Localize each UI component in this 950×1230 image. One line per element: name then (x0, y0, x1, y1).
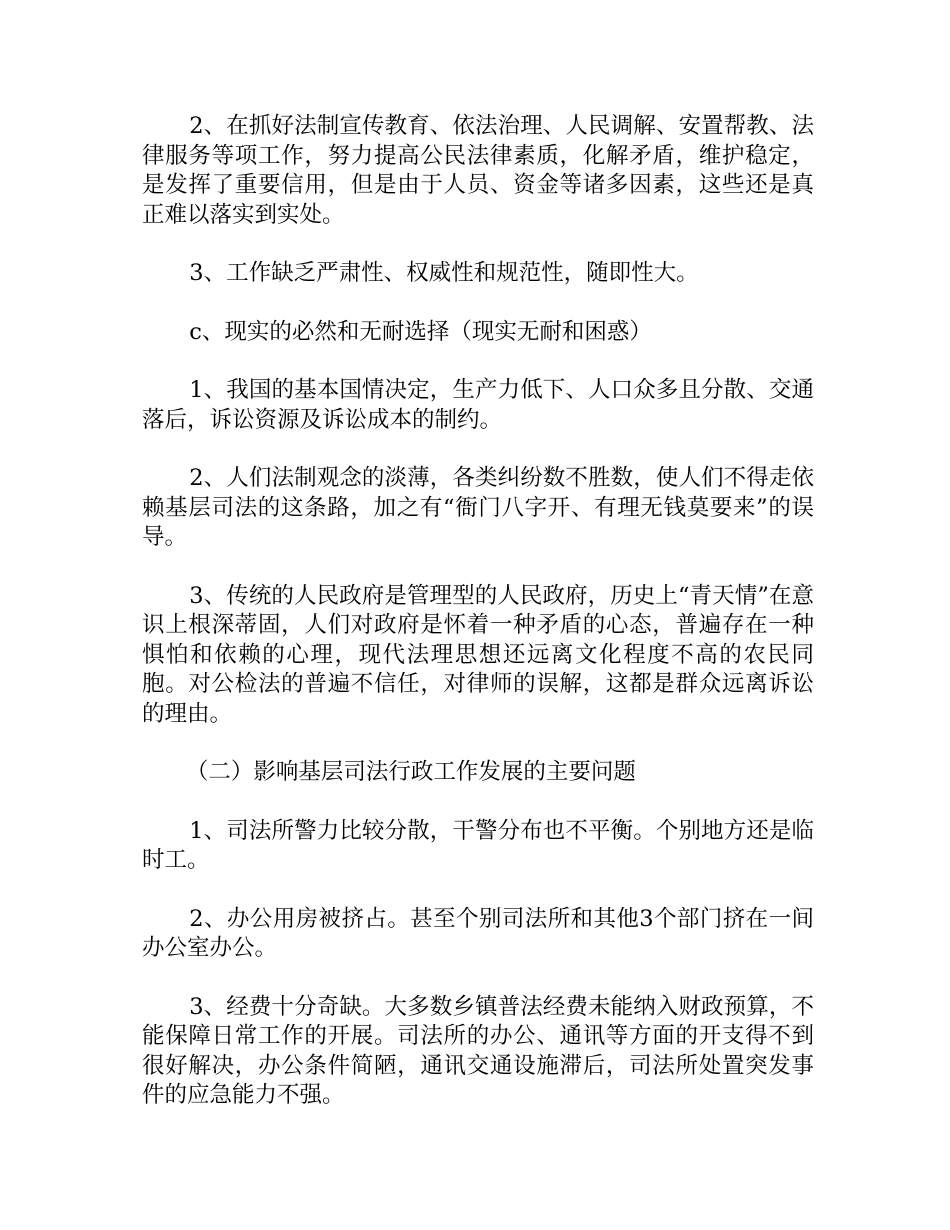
paragraph: 1、司法所警力比较分散，干警分布也不平衡。个别地方还是临时工。 (142, 817, 814, 873)
paragraph: 3、经费十分奇缺。大多数乡镇普法经费未能纳入财政预算，不能保障日常工作的开展。司法所的办公、通讯等方面的开支得不到很好解决，办公条件简陋，通讯交通设施滞后，司法所处置突发事件的应急能力不强。 (142, 993, 814, 1108)
paragraph: 3、工作缺乏严肃性、权威性和规范性，随即性大。 (189, 260, 699, 286)
section-heading: （二）影响基层司法行政工作发展的主要问题 (185, 759, 636, 785)
paragraph: 2、办公用房被挤占。甚至个别司法所和其他3个部门挤在一间办公室办公。 (142, 905, 814, 961)
paragraph: 3、传统的人民政府是管理型的人民政府，历史上“青天情”在意识上根深蒂固，人们对政府是怀着一种矛盾的心态，普遍存在一种惧怕和依赖的心理，现代法理思想还远离文化程度不高的农民同胞。对公检法的普遍不信任，对律师的误解，这都是群众远离诉讼的理由。 (142, 582, 814, 727)
paragraph: 1、我国的基本国情决定，生产力低下、人口众多且分散、交通落后，诉讼资源及诉讼成本的制约。 (142, 377, 814, 433)
paragraph: 2、人们法制观念的淡薄，各类纠纷数不胜数，使人们不得走依赖基层司法的这条路，加之有“衙门八字开、有理无钱莫要来”的误导。 (142, 465, 814, 550)
paragraph: 2、在抓好法制宣传教育、依法治理、人民调解、安置帮教、法律服务等项工作，努力提高公民法律素质，化解矛盾，维护稳定，是发挥了重要信用，但是由于人员、资金等诸多因素，这些还是真正难以落实到实处。 (142, 113, 814, 228)
paragraph: c、现实的必然和无耐选择（现实无耐和困惑） (189, 318, 652, 345)
document-body (142, 112, 814, 1140)
